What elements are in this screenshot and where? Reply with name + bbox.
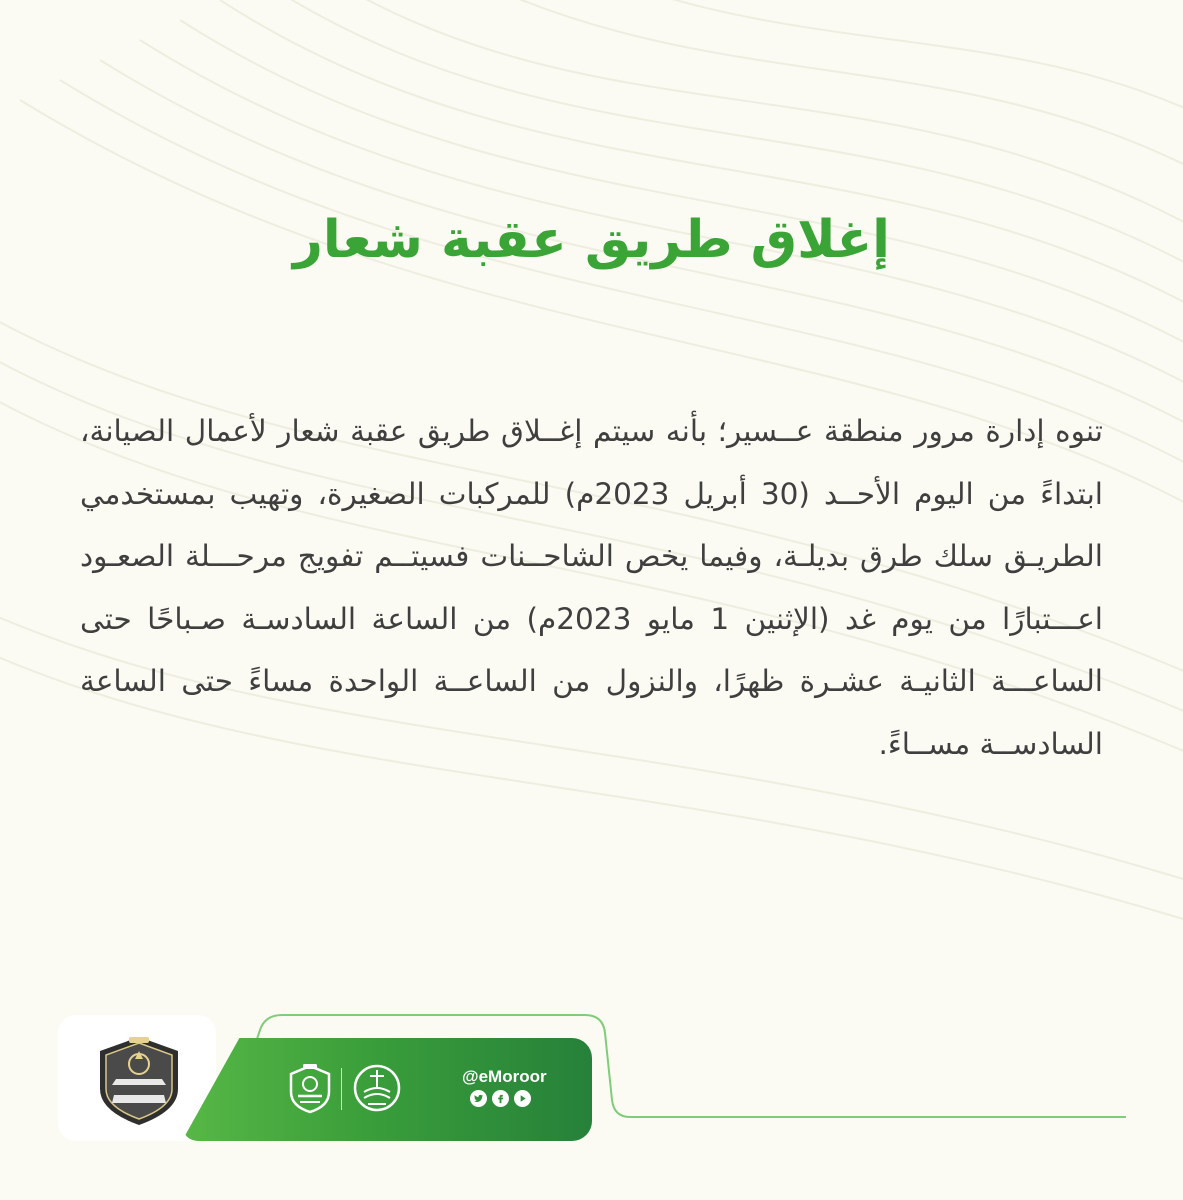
general-directorate-of-traffic-logo [86, 1029, 192, 1129]
traffic-emblem [285, 1062, 335, 1114]
social-icons [470, 1090, 531, 1107]
traffic-logo-card [58, 1015, 216, 1141]
youtube-icon[interactable] [514, 1090, 531, 1107]
twitter-icon[interactable] [470, 1090, 487, 1107]
ministry-of-interior-emblem [352, 1062, 402, 1114]
facebook-icon[interactable] [492, 1090, 509, 1107]
page-title: إغلاق طريق عقبة شعار [292, 210, 890, 270]
footer-divider [341, 1068, 342, 1110]
announcement-text: تنوه إدارة مرور منطقة عــسير؛ بأنه سيتم إغــلاق طريق عقبة شعار لأعمال الصيانة، ابتداءً من اليوم الأحــد (30 أبريل 2023م) للمركبات الصغيرة، وتهيب بمستخدمي الطريـق سلك طرق بديلـة، وفيما يخص الشاحــنات فسيتــم تفويج مرحـــلة الصعـود اعـــتبارًا من يوم غد (الإثنين 1 مايو 2023م) من الساعة السادسـة صـباحًا حتى الساعـــة الثانيـة عشـرة ظهرًا، والنزول من الساعــة الواحدة مساءً حتى الساعة السادســة مســاءً. [80, 414, 1103, 761]
social-handle[interactable]: @eMoroor [462, 1067, 547, 1086]
